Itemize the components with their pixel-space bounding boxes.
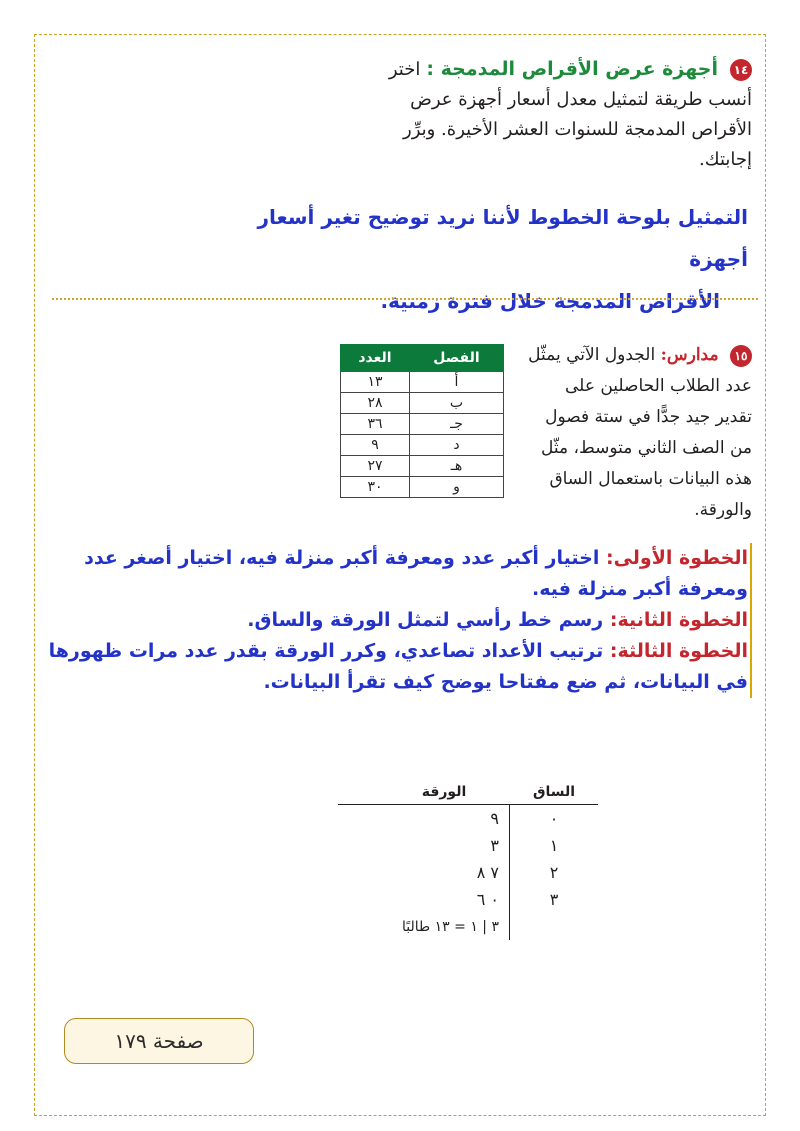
table-row: [341, 477, 504, 498]
answer-14: [228, 196, 748, 322]
table-row: [341, 414, 504, 435]
leaf-value: ٣: [338, 832, 510, 859]
stem-leaf-row: [338, 832, 598, 859]
table-cell: ٢٧: [341, 456, 410, 477]
step-2: [40, 605, 752, 636]
stem-leaf-plot: [338, 774, 598, 940]
stem-value: ١: [549, 836, 559, 855]
section-divider: [52, 298, 758, 300]
step-text: ترتيب الأعداد تصاعدي، وكرر الورقة بقدر عدد مرات ظهورها في البيانات، ثم ضع مفتاحا يوضح كيف تقرأ البيانات.: [48, 640, 748, 693]
question-text-line: إجابتك.: [699, 149, 752, 170]
question-text: اختر: [388, 59, 421, 80]
stem-value: ٢: [549, 863, 559, 882]
table-cell: ٣٠: [341, 477, 410, 498]
answer-line: الأقراص المدمجة خلال فترة زمنية.: [380, 289, 720, 313]
table-header-row: [341, 345, 504, 372]
step-1: [40, 543, 752, 605]
stem-leaf-key: ٣ | ١ = ١٣ طالبًا: [338, 913, 510, 940]
stem-leaf-row: [338, 859, 598, 886]
stem-value: ٣: [549, 890, 559, 909]
table-row: [341, 456, 504, 477]
question-number-badge: ١٥: [730, 345, 752, 367]
question-title: مدارس:: [660, 345, 719, 365]
table-cell: و: [409, 477, 503, 498]
page-number-badge: صفحة ١٧٩: [64, 1018, 254, 1064]
question-text-line: عدد الطلاب الحاصلين على: [565, 376, 752, 396]
answer-line: التمثيل بلوحة الخطوط لأننا نريد توضيح تغير أسعار أجهزة: [257, 205, 748, 271]
table-cell: ٢٨: [341, 393, 410, 414]
table-cell: ب: [409, 393, 503, 414]
question-text-line: أنسب طريقة لتمثيل معدل أسعار أجهزة عرض: [410, 89, 752, 110]
question-number-badge: ١٤: [730, 59, 752, 81]
question-title: أجهزة عرض الأقراص المدمجة :: [426, 58, 718, 80]
table-cell: ٣٦: [341, 414, 410, 435]
question-text-line: والورقة.: [694, 500, 752, 520]
question-text-line: هذه البيانات باستعمال الساق: [549, 469, 752, 489]
leaf-value: ٧ ٨: [338, 859, 510, 886]
leaf-value: ٠ ٦: [338, 886, 510, 913]
question-14-heading: [332, 54, 752, 85]
step-3: [40, 636, 752, 698]
data-table: [340, 344, 504, 498]
step-text: رسم خط رأسي لتمثل الورقة والساق.: [247, 609, 604, 631]
stem-leaf-header: [338, 774, 598, 805]
step-label: الخطوة الثانية:: [609, 609, 748, 631]
step-label: الخطوة الثالثة:: [609, 640, 748, 662]
step-label: الخطوة الأولى:: [605, 547, 748, 569]
stem-value: ٠: [549, 809, 559, 828]
leaf-header: الورقة: [421, 784, 467, 800]
step-text: اختيار أكبر عدد ومعرفة أكبر منزلة فيه، اختيار أصغر عدد ومعرفة أكبر منزلة فيه.: [84, 547, 748, 600]
table-cell: ٩: [341, 435, 410, 456]
table-cell: جـ: [409, 414, 503, 435]
table-row: [341, 393, 504, 414]
stem-leaf-key-row: [338, 913, 598, 940]
leaf-value: ٩: [338, 805, 510, 832]
table-cell: ١٣: [341, 372, 410, 393]
question-15: [492, 340, 752, 526]
question-text-line: من الصف الثاني متوسط، مثّل: [540, 438, 752, 458]
question-text-line: الأقراص المدمجة للسنوات العشر الأخيرة. وبرِّر: [403, 119, 752, 140]
table-cell: أ: [409, 372, 503, 393]
column-header: الفصل: [409, 345, 503, 372]
table-cell: هـ: [409, 456, 503, 477]
column-header: العدد: [341, 345, 410, 372]
table-row: [341, 372, 504, 393]
stem-leaf-row: [338, 886, 598, 913]
question-14: [332, 54, 752, 175]
stem-header: الساق: [532, 784, 576, 800]
question-text: الجدول الآتي يمثّل: [528, 345, 656, 365]
stem-leaf-row: [338, 805, 598, 832]
question-text-line: تقدير جيد جدًّا في ستة فصول: [545, 407, 752, 427]
solution-steps: [40, 543, 752, 698]
table-row: [341, 435, 504, 456]
table-cell: د: [409, 435, 503, 456]
